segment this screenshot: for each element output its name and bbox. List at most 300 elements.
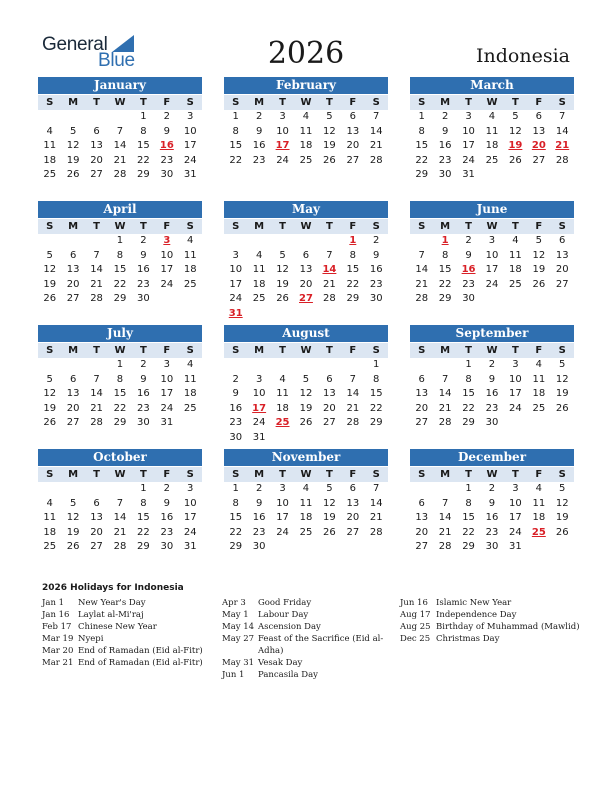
day-cell: 20 (66, 278, 80, 290)
weekday-header: M (68, 345, 79, 356)
weekday-header-row (224, 95, 388, 110)
day-cell: 24 (229, 293, 243, 305)
weekday-header: T (465, 221, 472, 232)
day-cell: 16 (485, 512, 499, 524)
day-cell: 18 (43, 526, 57, 538)
holiday-name: Labour Day (258, 610, 309, 620)
empty-day-cell (318, 234, 341, 249)
day-cell: 25 (43, 169, 57, 181)
day-grid (410, 358, 574, 431)
holiday-name: New Year's Day (78, 598, 146, 608)
day-cell: 19 (555, 512, 569, 524)
weekday-header: S (232, 97, 240, 108)
holiday-date: Mar 20 (42, 646, 74, 656)
weekday-header: T (93, 221, 100, 232)
day-cell: 4 (512, 235, 519, 246)
month-title: December (410, 449, 574, 466)
day-cell: 8 (373, 373, 380, 385)
empty-day-cell (294, 358, 317, 373)
day-cell: 29 (415, 169, 429, 181)
day-cell: 15 (438, 264, 452, 276)
weekday-header: F (163, 345, 171, 356)
weekday-header: W (114, 345, 126, 356)
weekday-header: M (254, 221, 265, 232)
day-cell: 14 (90, 388, 103, 400)
day-cell: 9 (488, 373, 496, 385)
day-cell: 1 (232, 111, 239, 122)
weekday-header-row (224, 343, 388, 358)
day-cell: 15 (229, 512, 243, 524)
empty-day-cell (61, 234, 84, 249)
day-cell: 18 (532, 512, 546, 524)
holiday-name: Islamic New Year (436, 598, 512, 608)
empty-day-cell (61, 358, 84, 373)
weekday-header: S (186, 469, 194, 480)
empty-day-cell (410, 482, 433, 497)
day-cell: 9 (373, 249, 380, 261)
day-cell: 19 (299, 402, 313, 414)
day-cell: 9 (163, 125, 170, 137)
day-cell: 22 (137, 526, 150, 538)
empty-day-cell (247, 234, 270, 249)
weekday-header: W (486, 97, 498, 108)
day-cell: 29 (137, 169, 150, 181)
day-cell: 15 (113, 264, 127, 276)
holiday-day-cell: 3 (163, 235, 171, 246)
day-cell: 5 (559, 483, 566, 494)
weekday-header: F (349, 345, 357, 356)
day-cell: 14 (415, 264, 429, 276)
weekday-header-row (38, 467, 202, 482)
day-cell: 20 (415, 526, 429, 538)
day-cell: 23 (462, 278, 475, 290)
weekday-header: F (163, 469, 171, 480)
day-cell: 6 (93, 125, 100, 137)
weekday-header: S (372, 469, 380, 480)
weekday-header: S (418, 469, 426, 480)
day-cell: 13 (66, 264, 80, 276)
day-cell: 27 (346, 154, 360, 166)
day-cell: 23 (229, 417, 243, 429)
empty-day-cell (85, 110, 108, 125)
holiday-item (400, 621, 580, 633)
day-cell: 15 (462, 388, 475, 400)
day-cell: 4 (535, 483, 542, 494)
weekday-header: S (418, 221, 426, 232)
day-cell: 25 (509, 278, 522, 290)
day-cell: 18 (485, 140, 499, 152)
day-cell: 24 (160, 402, 174, 414)
holiday-item (222, 621, 383, 633)
day-cell: 26 (555, 526, 569, 538)
day-cell: 14 (90, 264, 103, 276)
day-cell: 24 (509, 402, 522, 414)
weekday-header-row (224, 467, 388, 482)
day-cell: 24 (183, 526, 197, 538)
day-cell: 30 (438, 169, 452, 181)
day-cell: 31 (462, 169, 475, 181)
day-grid (38, 110, 202, 183)
day-cell: 18 (276, 402, 289, 414)
weekday-header: W (114, 221, 126, 232)
day-cell: 7 (418, 249, 425, 261)
day-cell: 19 (276, 278, 289, 290)
day-cell: 16 (252, 512, 266, 524)
day-cell: 24 (276, 154, 289, 166)
day-cell: 30 (462, 293, 475, 305)
weekday-header: W (486, 221, 498, 232)
day-cell: 29 (369, 417, 383, 429)
day-cell: 4 (488, 111, 496, 122)
month-april (38, 201, 202, 307)
day-cell: 23 (137, 402, 150, 414)
weekday-header: M (68, 221, 79, 232)
day-cell: 8 (441, 249, 449, 261)
day-cell: 17 (160, 388, 174, 400)
weekday-header: W (486, 345, 498, 356)
day-cell: 27 (555, 278, 569, 290)
day-cell: 22 (438, 278, 452, 290)
day-cell: 28 (438, 417, 452, 429)
holiday-name: Adha) (258, 646, 284, 656)
day-cell: 10 (229, 264, 243, 276)
day-cell: 17 (276, 512, 289, 524)
day-cell: 9 (163, 497, 170, 509)
day-cell: 20 (346, 512, 360, 524)
day-cell: 15 (137, 140, 150, 152)
weekday-header: F (163, 97, 171, 108)
day-cell: 29 (229, 541, 243, 553)
day-cell: 4 (302, 483, 310, 494)
weekday-header: S (186, 221, 194, 232)
day-cell: 30 (137, 417, 150, 429)
day-cell: 13 (532, 125, 546, 137)
weekday-header-row (410, 343, 574, 358)
day-cell: 25 (299, 154, 313, 166)
holiday-date: Aug 25 (400, 622, 431, 632)
month-october (38, 449, 202, 555)
holidays-title: 2026 Holidays for Indonesia (42, 583, 184, 593)
weekday-header: S (418, 97, 426, 108)
page-title-year: 2026 (267, 36, 345, 71)
day-cell: 20 (90, 526, 103, 538)
day-cell: 4 (302, 111, 310, 122)
day-cell: 31 (252, 431, 266, 443)
day-cell: 5 (46, 249, 53, 261)
holiday-item (42, 633, 203, 645)
day-cell: 30 (137, 293, 150, 305)
weekday-header: W (300, 345, 312, 356)
day-cell: 22 (137, 154, 150, 166)
day-cell: 26 (66, 169, 80, 181)
day-cell: 1 (232, 483, 239, 494)
day-cell: 28 (415, 293, 429, 305)
empty-day-cell (108, 110, 131, 125)
day-cell: 4 (46, 497, 53, 509)
weekday-header: S (186, 345, 194, 356)
weekday-header: S (46, 221, 54, 232)
day-cell: 29 (346, 293, 360, 305)
day-cell: 5 (559, 359, 566, 370)
day-cell: 15 (462, 512, 475, 524)
day-cell: 13 (90, 512, 103, 524)
day-cell: 9 (232, 388, 239, 400)
weekday-header: M (254, 345, 265, 356)
holiday-day-cell: 25 (531, 526, 546, 538)
day-cell: 2 (232, 373, 239, 385)
day-cell: 8 (232, 497, 239, 509)
weekday-header: F (535, 221, 543, 232)
holiday-day-cell: 17 (275, 140, 290, 152)
day-cell: 12 (66, 512, 80, 524)
day-cell: 18 (43, 154, 57, 166)
day-cell: 11 (509, 249, 522, 261)
weekday-header: S (46, 97, 54, 108)
day-cell: 17 (509, 388, 522, 400)
weekday-header: M (440, 345, 451, 356)
weekday-header: T (139, 345, 147, 356)
holiday-date: Jun 1 (222, 670, 245, 680)
day-cell: 18 (532, 388, 546, 400)
day-cell: 31 (160, 417, 174, 429)
day-cell: 11 (532, 373, 546, 385)
weekday-header: M (440, 97, 451, 108)
holiday-date: May 1 (222, 610, 249, 620)
holiday-date: Mar 19 (42, 634, 74, 644)
weekday-header: S (558, 469, 566, 480)
empty-day-cell (38, 234, 61, 249)
empty-day-cell (410, 358, 433, 373)
day-cell: 16 (485, 388, 499, 400)
day-cell: 11 (299, 125, 313, 137)
day-cell: 20 (90, 154, 103, 166)
day-cell: 19 (43, 402, 57, 414)
day-cell: 7 (441, 497, 449, 509)
holiday-item (42, 597, 203, 609)
holiday-date (222, 645, 258, 657)
day-cell: 1 (116, 359, 124, 370)
day-cell: 4 (279, 373, 286, 385)
day-cell: 26 (323, 526, 336, 538)
holiday-date: May 31 (222, 658, 255, 668)
day-cell: 24 (462, 154, 475, 166)
holiday-day-cell: 25 (275, 417, 290, 429)
weekday-header: S (232, 469, 240, 480)
weekday-header: S (232, 221, 240, 232)
holiday-item (222, 597, 383, 609)
day-cell: 12 (555, 373, 569, 385)
empty-day-cell (433, 358, 456, 373)
month-title: June (410, 201, 574, 218)
day-cell: 7 (116, 497, 124, 509)
day-cell: 22 (113, 402, 127, 414)
day-cell: 21 (369, 140, 383, 152)
day-cell: 10 (509, 497, 522, 509)
day-cell: 12 (276, 264, 289, 276)
weekday-header-row (410, 467, 574, 482)
weekday-header: M (440, 221, 451, 232)
holiday-name: End of Ramadan (Eid al-Fitr) (78, 658, 203, 668)
weekday-header: S (558, 345, 566, 356)
day-cell: 4 (255, 249, 263, 261)
day-cell: 1 (116, 235, 124, 246)
day-cell: 3 (255, 373, 263, 385)
day-cell: 26 (299, 417, 313, 429)
month-title: September (410, 325, 574, 342)
day-cell: 28 (323, 293, 336, 305)
day-cell: 18 (183, 388, 197, 400)
day-cell: 31 (183, 169, 197, 181)
month-january (38, 77, 202, 183)
day-cell: 28 (90, 417, 103, 429)
day-cell: 22 (346, 278, 360, 290)
day-cell: 18 (252, 278, 266, 290)
holiday-date: May 27 (222, 634, 255, 644)
day-cell: 10 (183, 497, 197, 509)
day-cell: 2 (255, 111, 263, 122)
day-cell: 3 (163, 359, 170, 370)
day-cell: 18 (299, 512, 313, 524)
day-cell: 18 (183, 264, 197, 276)
day-cell: 26 (532, 278, 546, 290)
empty-day-cell (341, 358, 364, 373)
day-cell: 7 (559, 111, 566, 122)
day-cell: 12 (66, 140, 80, 152)
day-cell: 27 (323, 417, 336, 429)
day-cell: 17 (462, 140, 475, 152)
day-cell: 26 (323, 154, 336, 166)
day-grid (410, 110, 574, 183)
weekday-header: S (232, 345, 240, 356)
day-cell: 21 (346, 402, 360, 414)
day-cell: 19 (66, 526, 80, 538)
day-cell: 6 (69, 373, 77, 385)
weekday-header: F (349, 221, 357, 232)
weekday-header: S (418, 345, 426, 356)
day-grid (224, 234, 388, 322)
day-cell: 25 (252, 293, 266, 305)
holiday-name: Independence Day (436, 610, 517, 620)
weekday-header: T (511, 345, 519, 356)
holiday-date: Mar 21 (42, 658, 74, 668)
day-cell: 9 (255, 497, 263, 509)
day-cell: 14 (113, 140, 127, 152)
day-cell: 10 (462, 125, 475, 137)
day-cell: 11 (183, 249, 197, 261)
holiday-item (42, 621, 203, 633)
day-cell: 8 (465, 497, 472, 509)
day-cell: 31 (509, 541, 522, 553)
day-cell: 11 (485, 125, 499, 137)
day-cell: 2 (465, 235, 472, 246)
day-cell: 24 (276, 526, 289, 538)
day-cell: 13 (323, 388, 336, 400)
day-cell: 11 (252, 264, 266, 276)
day-cell: 26 (66, 541, 80, 553)
day-cell: 22 (369, 402, 383, 414)
holiday-date: Jan 16 (42, 610, 70, 620)
day-cell: 3 (187, 483, 194, 494)
day-cell: 5 (326, 483, 333, 494)
holiday-date: Apr 3 (222, 598, 246, 608)
day-cell: 30 (229, 431, 243, 443)
holiday-date: May 14 (222, 622, 255, 632)
day-cell: 21 (415, 278, 429, 290)
day-cell: 14 (369, 125, 383, 137)
day-cell: 30 (160, 169, 174, 181)
holiday-item (222, 669, 383, 681)
weekday-header-row (410, 219, 574, 234)
day-cell: 8 (232, 125, 239, 137)
holiday-day-cell: 1 (349, 235, 357, 246)
weekday-header: T (325, 345, 333, 356)
day-cell: 28 (113, 541, 127, 553)
day-cell: 16 (160, 512, 174, 524)
day-cell: 19 (43, 278, 57, 290)
weekday-header: S (558, 221, 566, 232)
day-cell: 15 (113, 388, 127, 400)
day-cell: 28 (369, 526, 383, 538)
day-cell: 17 (160, 264, 174, 276)
day-cell: 18 (509, 264, 522, 276)
day-cell: 5 (46, 373, 53, 385)
day-cell: 11 (43, 140, 57, 152)
weekday-header: W (114, 97, 126, 108)
empty-day-cell (247, 358, 270, 373)
month-july (38, 325, 202, 431)
weekday-header: S (558, 97, 566, 108)
empty-day-cell (61, 110, 84, 125)
holiday-name: Vesak Day (258, 658, 303, 668)
weekday-header: M (440, 469, 451, 480)
empty-day-cell (85, 482, 108, 497)
day-cell: 26 (509, 154, 522, 166)
day-cell: 19 (323, 512, 336, 524)
day-cell: 14 (555, 125, 569, 137)
holidays-column (400, 597, 580, 645)
day-cell: 13 (346, 497, 360, 509)
day-cell: 15 (369, 388, 383, 400)
day-cell: 7 (93, 249, 100, 261)
day-cell: 23 (369, 278, 383, 290)
day-cell: 24 (252, 417, 266, 429)
day-cell: 4 (187, 359, 194, 370)
weekday-header: W (300, 97, 312, 108)
day-cell: 15 (229, 140, 243, 152)
holiday-day-cell: 31 (228, 307, 243, 319)
weekday-header-row (38, 219, 202, 234)
weekday-header: T (465, 97, 472, 108)
holiday-day-cell: 21 (555, 140, 570, 152)
day-cell: 6 (349, 483, 356, 494)
day-cell: 29 (113, 417, 127, 429)
day-cell: 7 (349, 373, 356, 385)
day-cell: 10 (509, 373, 522, 385)
weekday-header: T (325, 469, 333, 480)
holiday-name: Christmas Day (436, 634, 500, 644)
day-cell: 27 (90, 541, 103, 553)
day-cell: 28 (90, 293, 103, 305)
day-cell: 12 (509, 125, 522, 137)
holiday-name: Chinese New Year (78, 622, 157, 632)
month-title: May (224, 201, 388, 218)
weekday-header: T (93, 345, 100, 356)
day-cell: 21 (438, 526, 452, 538)
day-cell: 2 (255, 483, 263, 494)
day-cell: 23 (252, 154, 266, 166)
weekday-header: W (300, 221, 312, 232)
day-cell: 16 (438, 140, 452, 152)
